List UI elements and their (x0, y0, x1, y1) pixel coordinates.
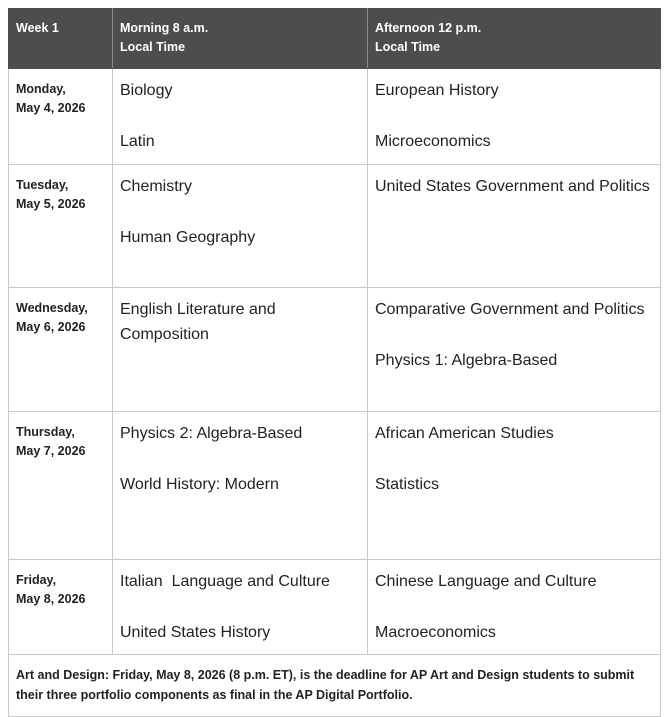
day-cell (9, 288, 113, 412)
day-date: May 4, 2026 (16, 101, 86, 115)
afternoon-header (368, 9, 661, 69)
day-cell (9, 165, 113, 288)
schedule-table (8, 8, 661, 717)
day-date: May 6, 2026 (16, 320, 86, 334)
day-date: May 8, 2026 (16, 592, 86, 606)
exam-subject: United States Government and Politics (375, 178, 650, 195)
morning-cell (113, 288, 368, 412)
morning-cell (113, 560, 368, 655)
morning-header (113, 9, 368, 69)
exam-schedule (8, 8, 660, 717)
afternoon-local-time: Local Time (375, 40, 441, 54)
day-date: May 7, 2026 (16, 444, 86, 458)
header-row (9, 9, 661, 69)
week-header (9, 9, 113, 69)
day-cell (9, 412, 113, 560)
afternoon-cell (368, 288, 661, 412)
day-name: Wednesday, (16, 301, 88, 315)
morning-cell (113, 69, 368, 165)
afternoon-cell (368, 412, 661, 560)
exam-subject: World History: Modern (120, 476, 279, 493)
exam-subject: Latin (120, 133, 155, 150)
art-design-footnote: Art and Design: Friday, May 8, 2026 (8 p.m. ET), is the deadline for AP Art and Design students to submit their three portfolio components as final in the AP Digital Portfolio. (9, 655, 661, 717)
exam-subject: Chinese Language and Culture (375, 573, 597, 590)
day-name: Monday, (16, 82, 66, 96)
footnote-row (9, 655, 661, 717)
exam-subject: Microeconomics (375, 133, 491, 150)
exam-subject: United States History (120, 624, 271, 641)
table-row (9, 69, 661, 165)
day-cell (9, 560, 113, 655)
table-row (9, 288, 661, 412)
day-name: Tuesday, (16, 178, 69, 192)
afternoon-cell (368, 560, 661, 655)
exam-subject: Comparative Government and Politics (375, 301, 645, 318)
morning-time: Morning 8 a.m. (120, 21, 209, 35)
day-date: May 5, 2026 (16, 197, 86, 211)
table-row (9, 412, 661, 560)
exam-subject: European History (375, 82, 499, 99)
exam-subject: Macroeconomics (375, 624, 496, 641)
day-cell (9, 69, 113, 165)
afternoon-time: Afternoon 12 p.m. (375, 21, 482, 35)
day-name: Thursday, (16, 425, 75, 439)
afternoon-cell (368, 165, 661, 288)
day-name: Friday, (16, 573, 57, 587)
exam-subject: Physics 2: Algebra-Based (120, 425, 303, 442)
morning-local-time: Local Time (120, 40, 186, 54)
morning-cell (113, 412, 368, 560)
exam-subject: Human Geography (120, 229, 256, 246)
table-row (9, 165, 661, 288)
table-row (9, 560, 661, 655)
exam-subject: Italian Language and Culture (120, 573, 330, 590)
exam-subject: English Literature and Composition (120, 301, 276, 343)
week-label: Week 1 (16, 21, 59, 35)
exam-subject: Statistics (375, 476, 440, 493)
morning-cell (113, 165, 368, 288)
exam-subject: African American Studies (375, 425, 554, 442)
exam-subject: Biology (120, 82, 173, 99)
exam-subject: Chemistry (120, 178, 193, 195)
exam-subject: Physics 1: Algebra-Based (375, 352, 558, 369)
afternoon-cell (368, 69, 661, 165)
